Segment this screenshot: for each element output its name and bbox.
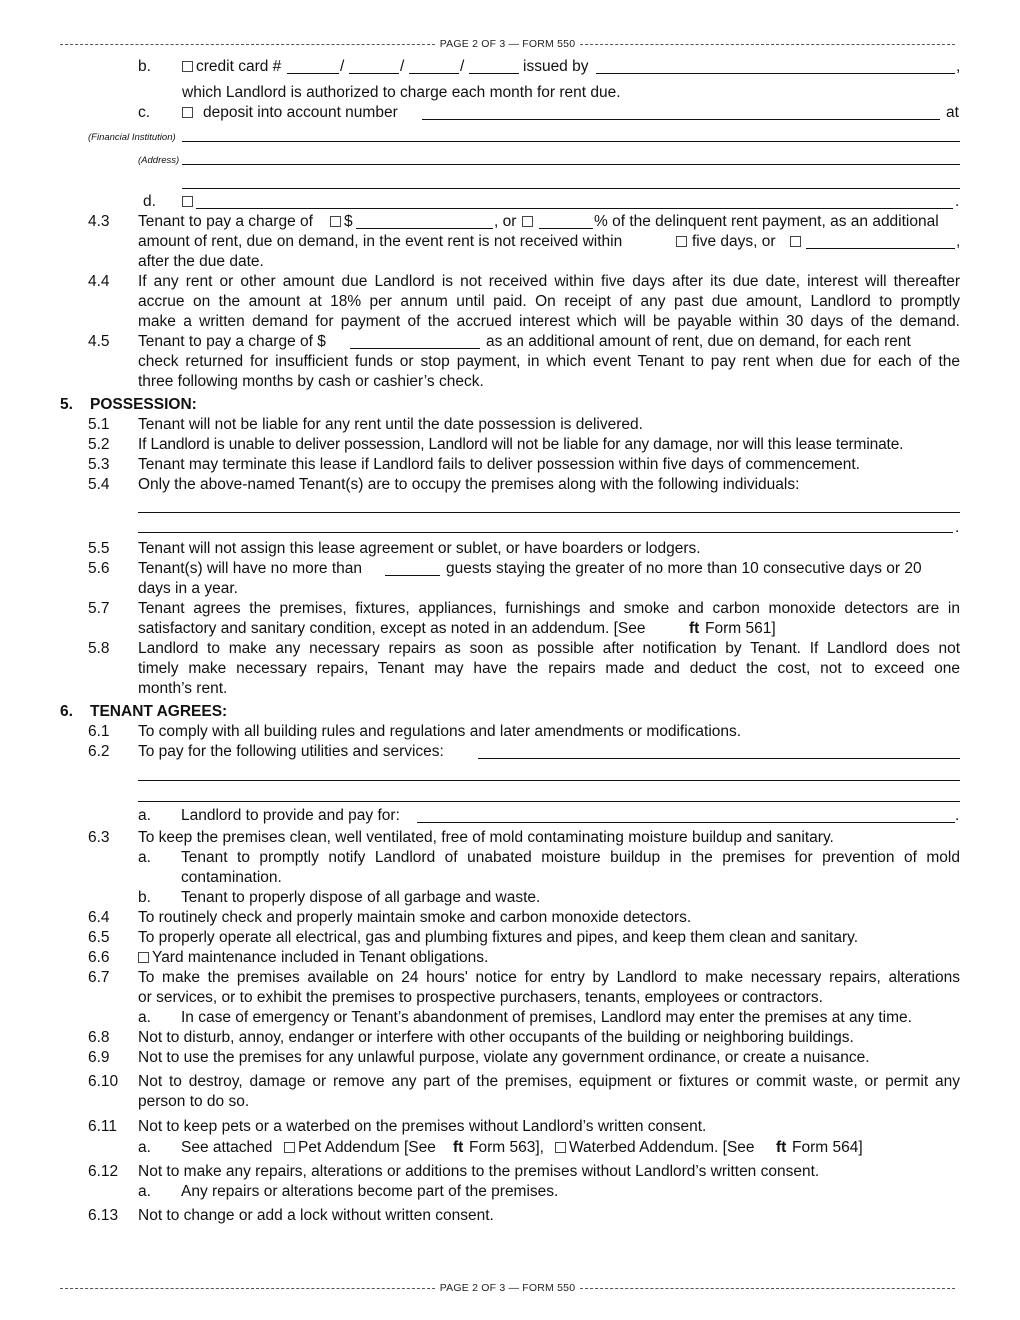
occupants-field-1[interactable]	[138, 512, 960, 513]
item-text: Any repairs or alterations become part of the premises.	[181, 1183, 559, 1200]
section-number: 5.	[60, 396, 73, 413]
utilities-field-3[interactable]	[138, 801, 960, 802]
item-text: Landlord to provide and pay for:	[181, 807, 400, 824]
item-text: Tenant agrees the premises, fixtures, appliances, furnishings and smoke and carbon monoxide detectors are in	[138, 600, 960, 617]
item-number: 5.3	[88, 456, 110, 473]
item-text: To pay for the following utilities and services:	[138, 743, 444, 760]
item-4-4	[0, 272, 1020, 292]
address-field-2[interactable]	[182, 188, 960, 189]
card-field-1[interactable]	[287, 73, 339, 74]
item-6-2-a	[0, 806, 1020, 826]
item-text: Not to keep pets or a waterbed on the premises without Landlord’s written consent.	[138, 1118, 707, 1135]
checkbox-other[interactable]	[182, 196, 193, 207]
label: $	[344, 213, 353, 230]
checkbox-yard-maintenance[interactable]	[138, 952, 149, 963]
item-text: contamination.	[181, 869, 282, 886]
label: issued by	[523, 58, 589, 75]
issuer-field[interactable]	[596, 73, 955, 74]
item-text: To routinely check and properly maintain smoke and carbon monoxide detectors.	[138, 909, 692, 926]
item-text: check returned for insufficient funds or stop payment, in which event Tenant to pay rent when due for each of the	[138, 353, 960, 370]
account-number-field[interactable]	[422, 119, 940, 120]
label: at	[946, 104, 959, 121]
slash: /	[340, 58, 345, 75]
item-6-11-a	[0, 1138, 1020, 1158]
item-text: Tenant to pay a charge of $	[138, 333, 326, 350]
item-number: 6.10	[88, 1073, 119, 1090]
label: deposit into account number	[203, 104, 398, 121]
percent-field[interactable]	[539, 228, 593, 229]
item-text: To properly operate all electrical, gas and plumbing fixtures and pipes, and keep them clean and sanitary.	[138, 929, 859, 946]
item-text: If any rent or other amount due Landlord is not received within five days after its due date, interest will thereafter	[138, 273, 960, 290]
item-text: guests staying the greater of no more than 10 consecutive days or 20	[446, 560, 922, 577]
landlord-utilities-field[interactable]	[417, 822, 955, 823]
returned-check-charge-field[interactable]	[350, 348, 480, 349]
item-number: 6.3	[88, 829, 110, 846]
item-text: Not to change or add a lock without written consent.	[138, 1207, 494, 1224]
item-number: 5.6	[88, 560, 110, 577]
checkbox-deposit[interactable]	[182, 107, 193, 118]
item-4-5	[0, 332, 1020, 352]
item-text: Tenant(s) will have no more than	[138, 560, 363, 577]
item-number: 5.7	[88, 600, 110, 617]
item-text: Tenant may terminate this lease if Landlord fails to deliver possession within five days of commencement.	[138, 456, 860, 473]
item-text: Tenant will not assign this lease agreement or sublet, or have boarders or lodgers.	[138, 540, 701, 557]
section-number: 6.	[60, 703, 73, 720]
item-number: 6.13	[88, 1207, 119, 1224]
utilities-field-1[interactable]	[478, 758, 960, 759]
item-text: Yard maintenance included in Tenant obligations.	[152, 949, 489, 966]
charge-amount-field[interactable]	[356, 228, 493, 229]
address-label: (Address)	[138, 155, 180, 166]
punct: ,	[956, 233, 961, 250]
item-text: amount of rent, due on demand, in the event rent is not received within	[138, 233, 623, 250]
other-method-field[interactable]	[196, 208, 953, 209]
item-text: Not to use the premises for any unlawful purpose, violate any government ordinance, or create a nuisance.	[138, 1049, 870, 1066]
item-text: days in a year.	[138, 580, 238, 597]
other-days-field[interactable]	[806, 248, 955, 249]
section-5-heading	[0, 395, 1020, 415]
address-field[interactable]	[182, 164, 960, 165]
item-text: month’s rent.	[138, 680, 228, 697]
item-text: accrue on the amount at 18% per annum until paid. On receipt of any past due amount, Landlord to promptly	[138, 293, 960, 310]
item-text: person to do so.	[138, 1093, 250, 1110]
checkbox-pet-addendum[interactable]	[284, 1142, 295, 1153]
financial-institution-field[interactable]	[182, 141, 960, 142]
section-title: POSSESSION:	[90, 396, 197, 413]
item-4-2-b	[0, 57, 1020, 77]
checkbox-percent-charge[interactable]	[522, 216, 533, 227]
checkbox-five-days[interactable]	[676, 236, 687, 247]
item-4-3	[0, 212, 1020, 232]
item-number: 6.8	[88, 1029, 110, 1046]
checkbox-other-days[interactable]	[790, 236, 801, 247]
item-6-2	[0, 742, 1020, 762]
checkbox-flat-charge[interactable]	[330, 216, 341, 227]
item-number: b.	[138, 58, 151, 75]
item-text: If Landlord is unable to deliver possession, Landlord will not be liable for any damage, nor will this lease terminate.	[138, 436, 904, 453]
label: five days, or	[692, 233, 776, 250]
item-text: timely make necessary repairs, Tenant may have the repairs made and deduct the cost, not to exceed one	[138, 660, 960, 677]
item-text: Landlord to make any necessary repairs as soon as possible after notification by Tenant. If Landlord does not	[138, 640, 960, 657]
label: Pet Addendum [See	[298, 1139, 436, 1156]
item-4-2-c	[0, 103, 1020, 123]
item-number: 4.4	[88, 273, 110, 290]
item-text: Tenant will not be liable for any rent until the date possession is delivered.	[138, 416, 643, 433]
punct: .	[955, 519, 960, 536]
item-text: See attached	[181, 1139, 273, 1156]
form-reference[interactable]: Form 563],	[469, 1139, 544, 1156]
item-number: d.	[143, 193, 156, 210]
footer-label: PAGE 2 OF 3 — FORM 550	[439, 1282, 576, 1294]
item-text: as an additional amount of rent, due on demand, for each rent	[486, 333, 911, 350]
checkbox-waterbed-addendum[interactable]	[555, 1142, 566, 1153]
punct: .	[955, 193, 960, 210]
ft-mark: ft	[453, 1139, 464, 1156]
card-field-3[interactable]	[409, 73, 459, 74]
item-number: 6.6	[88, 949, 110, 966]
item-number: 6.1	[88, 723, 110, 740]
item-text: three following months by cash or cashier’s check.	[138, 373, 484, 390]
item-text: or services, or to exhibit the premises to prospective purchasers, tenants, employees or contractors.	[138, 989, 823, 1006]
item-number: 6.2	[88, 743, 110, 760]
card-field-4[interactable]	[469, 73, 519, 74]
item-number: a.	[138, 1009, 151, 1026]
item-text: To make the premises available on 24 hours' notice for entry by Landlord to make necessary repairs, alterations	[138, 969, 960, 986]
label: , or	[494, 213, 517, 230]
item-number: b.	[138, 889, 151, 906]
item-number: 6.12	[88, 1163, 119, 1180]
utilities-field-2[interactable]	[138, 780, 960, 781]
form-reference[interactable]: Form 561]	[705, 620, 776, 637]
ft-mark: ft	[689, 620, 700, 637]
item-number: 5.8	[88, 640, 110, 657]
item-text: Tenant to promptly notify Landlord of unabated moisture buildup in the premises for prevention of mold	[181, 849, 960, 866]
section-title: TENANT AGREES:	[90, 703, 228, 720]
item-text: satisfactory and sanitary condition, except as noted in an addendum. [See	[138, 620, 646, 637]
financial-institution-label: (Financial Institution)	[88, 132, 176, 143]
item-number: a.	[138, 807, 151, 824]
section-6-heading	[0, 702, 1020, 722]
guests-count-field[interactable]	[385, 575, 440, 576]
ft-mark: ft	[776, 1139, 787, 1156]
punct: ,	[956, 58, 961, 75]
item-text: Not to destroy, damage or remove any part of the premises, equipment or fixtures or commit waste, or permit any	[138, 1073, 960, 1090]
item-number: 4.5	[88, 333, 110, 350]
item-text: % of the delinquent rent payment, as an additional	[594, 213, 939, 230]
item-text: To comply with all building rules and regulations and later amendments or modifications.	[138, 723, 742, 740]
item-number: 4.3	[88, 213, 110, 230]
item-number: 5.1	[88, 416, 110, 433]
item-text: Not to disturb, annoy, endanger or interfere with other occupants of the building or neighboring buildings.	[138, 1029, 854, 1046]
item-5-6	[0, 559, 1020, 579]
item-number: a.	[138, 1139, 151, 1156]
item-text: which Landlord is authorized to charge each month for rent due.	[182, 84, 621, 101]
page-header	[60, 38, 955, 50]
item-number: a.	[138, 1183, 151, 1200]
item-number: c.	[138, 104, 151, 121]
item-text: Tenant to pay a charge of	[138, 213, 313, 230]
item-number: 6.4	[88, 909, 110, 926]
item-text: To keep the premises clean, well ventilated, free of mold contaminating moisture buildup and sanitary.	[138, 829, 834, 846]
item-text: In case of emergency or Tenant’s abandonment of premises, Landlord may enter the premises at any time.	[181, 1009, 912, 1026]
item-number: 6.11	[88, 1118, 118, 1135]
slash: /	[400, 58, 405, 75]
item-number: 6.5	[88, 929, 110, 946]
label: credit card #	[196, 58, 282, 75]
item-4-2-d	[0, 192, 1020, 212]
card-field-2[interactable]	[349, 73, 399, 74]
item-text: Tenant to properly dispose of all garbage and waste.	[181, 889, 541, 906]
item-text: after the due date.	[138, 253, 264, 270]
slash: /	[460, 58, 465, 75]
form-reference[interactable]: Form 564]	[792, 1139, 863, 1156]
punct: .	[955, 807, 960, 824]
header-label: PAGE 2 OF 3 — FORM 550	[439, 38, 576, 50]
checkbox-credit-card[interactable]	[182, 61, 193, 72]
item-text: Only the above-named Tenant(s) are to occupy the premises along with the following individuals:	[138, 476, 800, 493]
item-number: 5.5	[88, 540, 110, 557]
page-footer	[60, 1282, 955, 1294]
item-number: 6.7	[88, 969, 110, 986]
item-number: 5.4	[88, 476, 110, 493]
item-number: a.	[138, 849, 151, 866]
label: Waterbed Addendum. [See	[569, 1139, 755, 1156]
item-text: make a written demand for payment of the accrued interest which will be payable within 30 days of the demand.	[138, 313, 960, 330]
item-text: Not to make any repairs, alterations or additions to the premises without Landlord’s written consent.	[138, 1163, 820, 1180]
item-number: 5.2	[88, 436, 110, 453]
item-number: 6.9	[88, 1049, 110, 1066]
